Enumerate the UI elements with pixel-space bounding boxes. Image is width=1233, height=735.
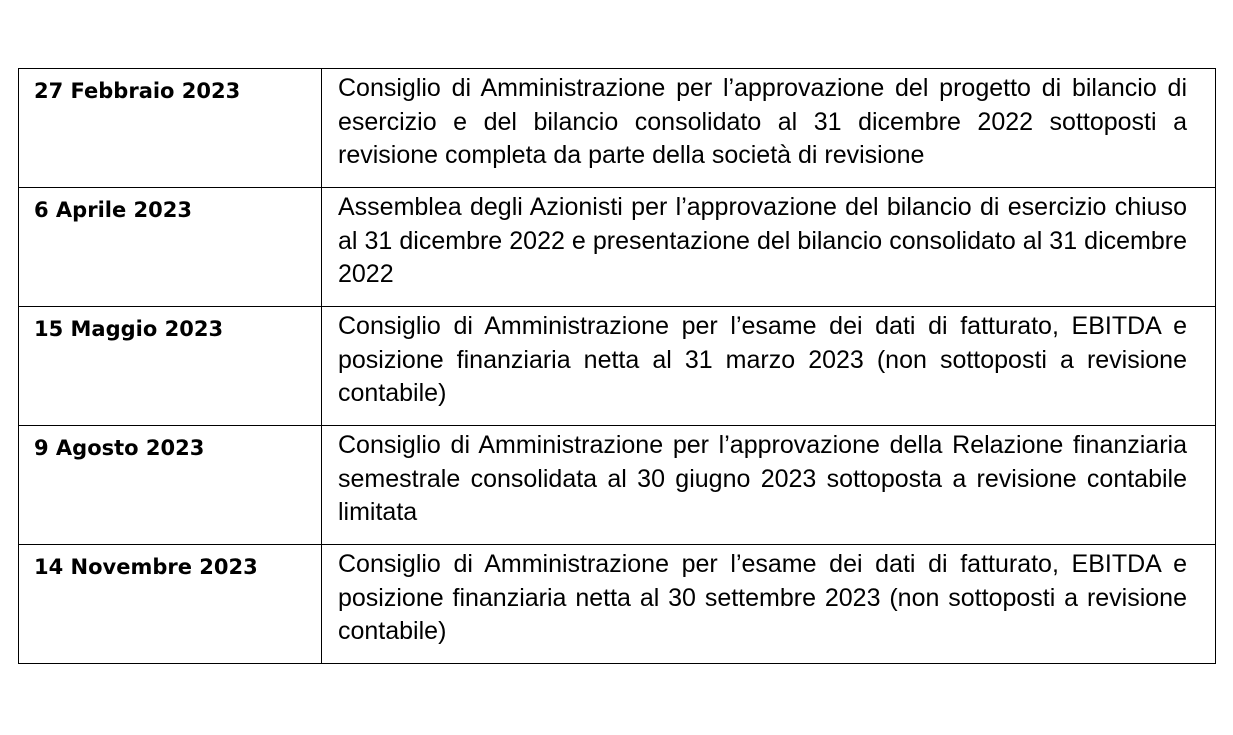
event-description: Assemblea degli Azionisti per l’approvazione del bilancio di esercizio chiuso al 31 dicembre 2022 e presentazione del bilancio consolidato al 31 dicembre 2022 [322, 188, 1216, 307]
event-description: Consiglio di Amministrazione per l’approvazione del progetto di bilancio di esercizio e del bilancio consolidato al 31 dicembre 2022 sottoposti a revisione completa da parte della società di revisione [322, 69, 1216, 188]
event-description: Consiglio di Amministrazione per l’esame dei dati di fatturato, EBITDA e posizione finanziaria netta al 30 settembre 2023 (non sottoposti a revisione contabile) [322, 545, 1216, 664]
table-row [19, 188, 1216, 307]
event-date: 27 Febbraio 2023 [19, 69, 322, 188]
event-date: 9 Agosto 2023 [19, 426, 322, 545]
event-date: 15 Maggio 2023 [19, 307, 322, 426]
table-row [19, 307, 1216, 426]
table-row [19, 545, 1216, 664]
event-description: Consiglio di Amministrazione per l’esame dei dati di fatturato, EBITDA e posizione finanziaria netta al 31 marzo 2023 (non sottoposti a revisione contabile) [322, 307, 1216, 426]
event-date: 6 Aprile 2023 [19, 188, 322, 307]
financial-calendar-table [18, 68, 1216, 664]
table-row [19, 69, 1216, 188]
event-date: 14 Novembre 2023 [19, 545, 322, 664]
calendar-table-body [19, 69, 1216, 664]
table-row [19, 426, 1216, 545]
event-description: Consiglio di Amministrazione per l’approvazione della Relazione finanziaria semestrale consolidata al 30 giugno 2023 sottoposta a revisione contabile limitata [322, 426, 1216, 545]
